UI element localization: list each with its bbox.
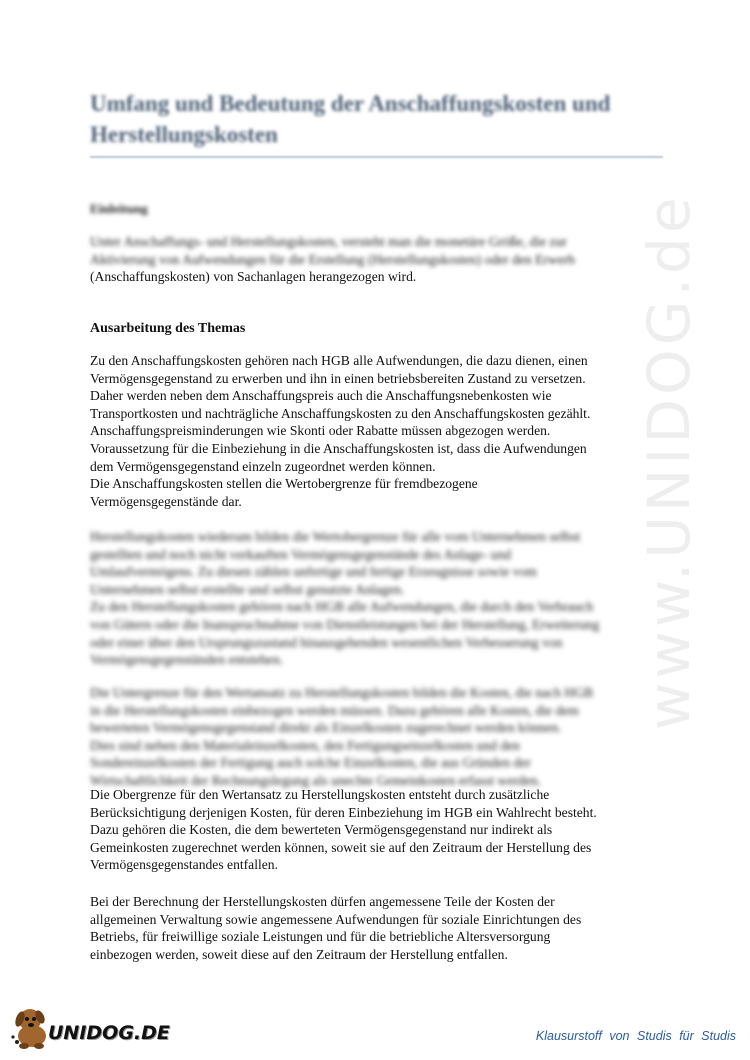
text-line: Voraussetzung für die Einbeziehung in die Anschaffungskosten ist, dass die Aufwendungen xyxy=(90,440,587,456)
text-line: Daher werden neben dem Anschaffungspreis auch die Anschaffungsnebenkosten wie xyxy=(90,388,552,404)
text-line: Umlaufvermögens. Zu diesen zählen unfertige und fertige Erzeugnisse sowie vom xyxy=(90,564,537,580)
paragraph-obergrenze xyxy=(90,786,665,874)
text-line: Transportkosten und nachträgliche Anschaffungskosten zu den Anschaffungskosten gezählt. xyxy=(90,405,591,421)
text-line: in die Herstellungskosten einbezogen werden müssen. Dazu gehören alle Kosten, die dem xyxy=(90,702,579,718)
text-line: gestellten und noch nicht verkauften Vermögensgegenstände des Anlage- und xyxy=(90,546,512,562)
text-line: Vermögensgegenstand zu erwerben und ihn in einen betriebsbereiten Zustand zu versetzen. xyxy=(90,370,586,386)
intro-line: Aktivierung von Aufwendungen für die Erstellung (Herstellungskosten) oder den Erwerb xyxy=(90,251,576,267)
text-line: Die Obergrenze für den Wertansatz zu Herstellungskosten entsteht durch zusätzliche xyxy=(90,787,550,802)
paragraph-anschaffungskosten xyxy=(90,352,665,510)
intro-line: Unter Anschaffungs- und Herstellungskosten, versteht man die monetäre Größe, die zur xyxy=(90,234,567,249)
intro-heading: Einleitung xyxy=(90,201,148,216)
text-line: Dazu gehören die Kosten, die dem bewerteten Vermögensgegenstand nur indirekt als xyxy=(90,822,553,838)
text-line: Vermögensgegenstände dar. xyxy=(90,493,242,509)
text-line: Vermögensgegenstandes entfallen. xyxy=(90,857,278,873)
intro-paragraph xyxy=(90,233,665,286)
text-line: Gemeinkosten zugerechnet werden können, soweit sie auf den Zeitraum der Herstellung des xyxy=(90,839,592,855)
text-line: Wirtschaftlichkeit der Rechnungslegung als unechte Gemeinkosten erfasst werden. xyxy=(90,772,541,788)
text-line: bewerteten Vermögensgegenstand direkt als Einzelkosten zugerechnet werden können. xyxy=(90,720,562,736)
watermark: www.UNIDOG.de xyxy=(635,193,703,730)
text-line: Die Untergrenze für den Wertansatz zu Herstellungskosten bilden die Kosten, die nach HGB xyxy=(90,685,594,700)
text-line: einbezogen werden, soweit diese auf den Zeitraum der Herstellung entfallen. xyxy=(90,946,508,962)
text-line: oder einer über den Ursprungszustand hinausgehenden wesentlichen Verbesserung von xyxy=(90,634,563,650)
document-title: Umfang und Bedeutung der Anschaffungskosten und Herstellungskosten xyxy=(90,91,611,147)
text-line: Die Anschaffungskosten stellen die Wertobergrenze für fremdbezogene xyxy=(90,476,478,492)
paragraph-untergrenze-blurred xyxy=(90,684,665,790)
text-line: Bei der Berechnung der Herstellungskosten dürfen angemessene Teile der Kosten der xyxy=(90,894,555,909)
text-line: Zu den Anschaffungskosten gehören nach HGB alle Aufwendungen, die dazu dienen, einen xyxy=(90,353,588,368)
footer-tagline: Klausurstoff von Studis für Studis xyxy=(535,1029,736,1043)
text-line: von Gütern oder die Inanspruchnahme von Dienstleistungen bei der Herstellung, Erweiterung xyxy=(90,616,600,632)
text-line: dem Vermögensgegenstand einzeln zugeordnet werden können. xyxy=(90,458,436,474)
text-line: Anschaffungspreisminderungen wie Skonti oder Rabatte müssen abgezogen werden. xyxy=(90,423,551,439)
text-line: allgemeinen Verwaltung sowie angemessene Aufwendungen für soziale Einrichtungen des xyxy=(90,911,582,927)
intro-line: (Anschaffungskosten) von Sachanlagen herangezogen wird. xyxy=(90,269,417,285)
section-heading: Ausarbeitung des Themas xyxy=(90,321,246,336)
text-line: Unternehmen selbst erstellte und selbst genutzte Anlagen. xyxy=(90,581,405,597)
title-underline xyxy=(90,156,663,158)
text-line: Zu den Herstellungskosten gehören nach HGB alle Aufwendungen, die durch den Verbrauch xyxy=(90,599,594,615)
text-line: Dies sind neben den Materialeinzelkosten, den Fertigungseinzelkosten und den xyxy=(90,737,520,753)
text-line: Betriebs, für freiwillige soziale Leistungen und für die betriebliche Altersversorgung xyxy=(90,929,551,945)
text-line: Sondereinzelkosten der Fertigung auch solche Einzelkosten, die aus Gründen der xyxy=(90,755,531,771)
paragraph-herstellungskosten-blurred xyxy=(90,528,665,669)
paragraph-berechnung xyxy=(90,893,665,963)
text-line: Vermögensgegenständen entstehen. xyxy=(90,652,284,668)
text-line: Berücksichtigung derjenigen Kosten, für deren Einbeziehung im HGB ein Wahlrecht besteht. xyxy=(90,804,597,820)
text-line: Herstellungskosten wiederum bilden die Wertobergrenze für alle vom Unternehmen selbst xyxy=(90,529,581,544)
unidog-logo[interactable] xyxy=(10,1000,170,1050)
logo-text: UNIDOG.DE xyxy=(48,1022,170,1044)
